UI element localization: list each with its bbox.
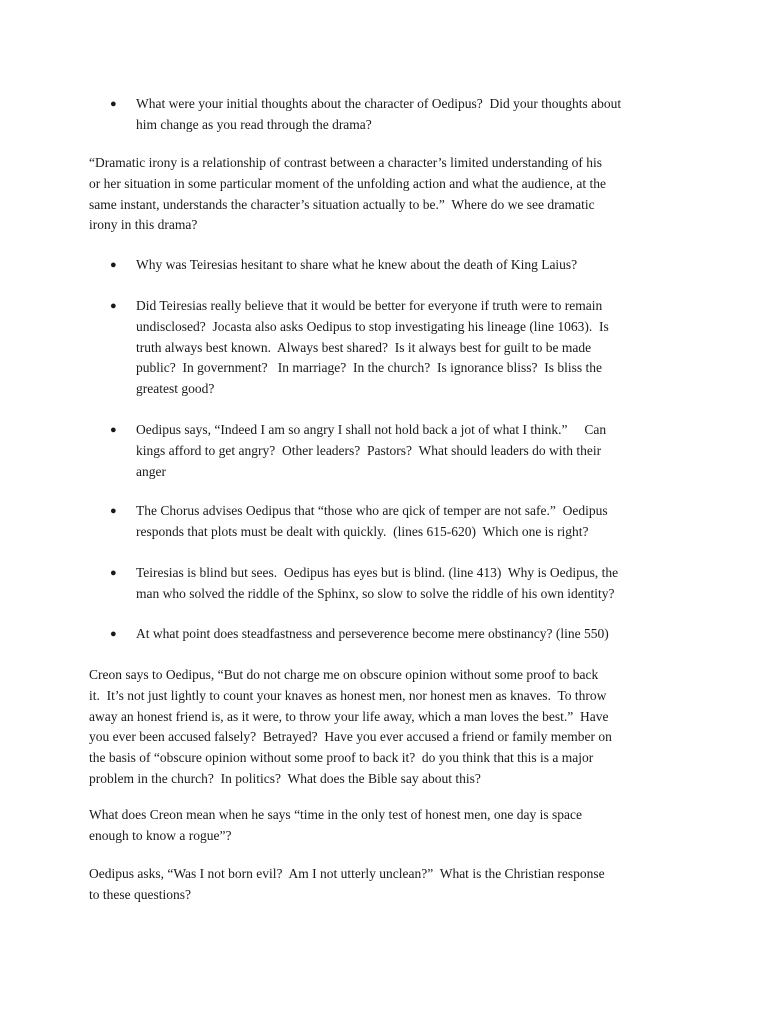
paragraph-dramatic-irony	[89, 153, 681, 236]
text-line: The Chorus advises Oedipus that “those who are qick of temper are not safe.” Oedipus	[136, 503, 608, 518]
question-text	[136, 296, 688, 400]
text-line: same instant, understands the character’s situation actually to be.” Where do we see dramatic	[89, 196, 595, 212]
text-line: greatest good?	[136, 381, 215, 397]
text-line: you ever been accused falsely? Betrayed? Have you ever accused a friend or family member on	[89, 729, 612, 745]
text-line: enough to know a rogue”?	[89, 827, 232, 843]
text-line: Why was Teiresias hesitant to share what he knew about the death of King Laius?	[136, 257, 578, 272]
paragraph-creon-says	[89, 665, 681, 790]
text-line: man who solved the riddle of the Sphinx, so slow to solve the riddle of his own identity?	[136, 585, 615, 601]
text-line: public? In government? In marriage? In the church? Is ignorance bliss? Is bliss the	[136, 360, 602, 376]
text-line: problem in the church? In politics? What does the Bible say about this?	[89, 770, 481, 786]
question-text	[136, 501, 688, 543]
bullet-icon: ●	[110, 424, 117, 436]
text-line: Creon says to Oedipus, “But do not charge me on obscure opinion without some proof to back	[89, 667, 599, 682]
text-line: anger	[136, 463, 166, 479]
bullet-icon: ●	[110, 259, 117, 271]
question-text	[136, 420, 688, 482]
question-text	[136, 255, 688, 276]
text-line: What does Creon mean when he says “time in the only test of honest men, one day is space	[89, 807, 582, 822]
text-line: “Dramatic irony is a relationship of contrast between a character’s limited understanding of his	[89, 155, 602, 170]
text-line: it. It’s not just lightly to count your knaves as honest men, nor honest men as knaves. To throw	[89, 687, 607, 703]
text-line: At what point does steadfastness and perseverence become mere obstinancy? (line 550)	[136, 626, 609, 641]
text-line: to these questions?	[89, 886, 191, 902]
paragraph-oedipus-asks	[89, 864, 681, 906]
text-line: Oedipus asks, “Was I not born evil? Am I not utterly unclean?” What is the Christian response	[89, 866, 605, 881]
text-line: undisclosed? Jocasta also asks Oedipus to stop investigating his lineage (line 1063). Is	[136, 318, 609, 334]
text-line: or her situation in some particular moment of the unfolding action and what the audience, at the	[89, 175, 606, 191]
question-text	[136, 94, 688, 136]
text-line: the basis of “obscure opinion without some proof to back it? do you think that this is a major	[89, 750, 594, 766]
text-line: him change as you read through the drama?	[136, 116, 372, 132]
bullet-icon: ●	[110, 300, 117, 312]
bullet-icon: ●	[110, 628, 117, 640]
text-line: Did Teiresias really believe that it would be better for everyone if truth were to remain	[136, 298, 603, 313]
bullet-icon: ●	[110, 567, 117, 579]
bullet-icon: ●	[110, 505, 117, 517]
bullet-icon: ●	[110, 98, 117, 110]
text-line: What were your initial thoughts about the character of Oedipus? Did your thoughts about	[136, 96, 622, 111]
paragraph-creon-mean	[89, 805, 681, 847]
text-line: away an honest friend is, as it were, to throw your life away, which a man loves the best.” Have	[89, 708, 609, 724]
text-line: responds that plots must be dealt with quickly. (lines 615-620) Which one is right?	[136, 523, 589, 539]
text-line: Teiresias is blind but sees. Oedipus has eyes but is blind. (line 413) Why is Oedipus, the	[136, 565, 619, 580]
text-line: Oedipus says, “Indeed I am so angry I shall not hold back a jot of what I think.” Can	[136, 422, 607, 437]
question-text	[136, 563, 688, 605]
text-line: irony in this drama?	[89, 217, 198, 233]
text-line: truth always best known. Always best shared? Is it always best for guilt to be made	[136, 339, 592, 355]
question-text	[136, 624, 688, 645]
text-line: kings afford to get angry? Other leaders? Pastors? What should leaders do with their	[136, 442, 602, 458]
